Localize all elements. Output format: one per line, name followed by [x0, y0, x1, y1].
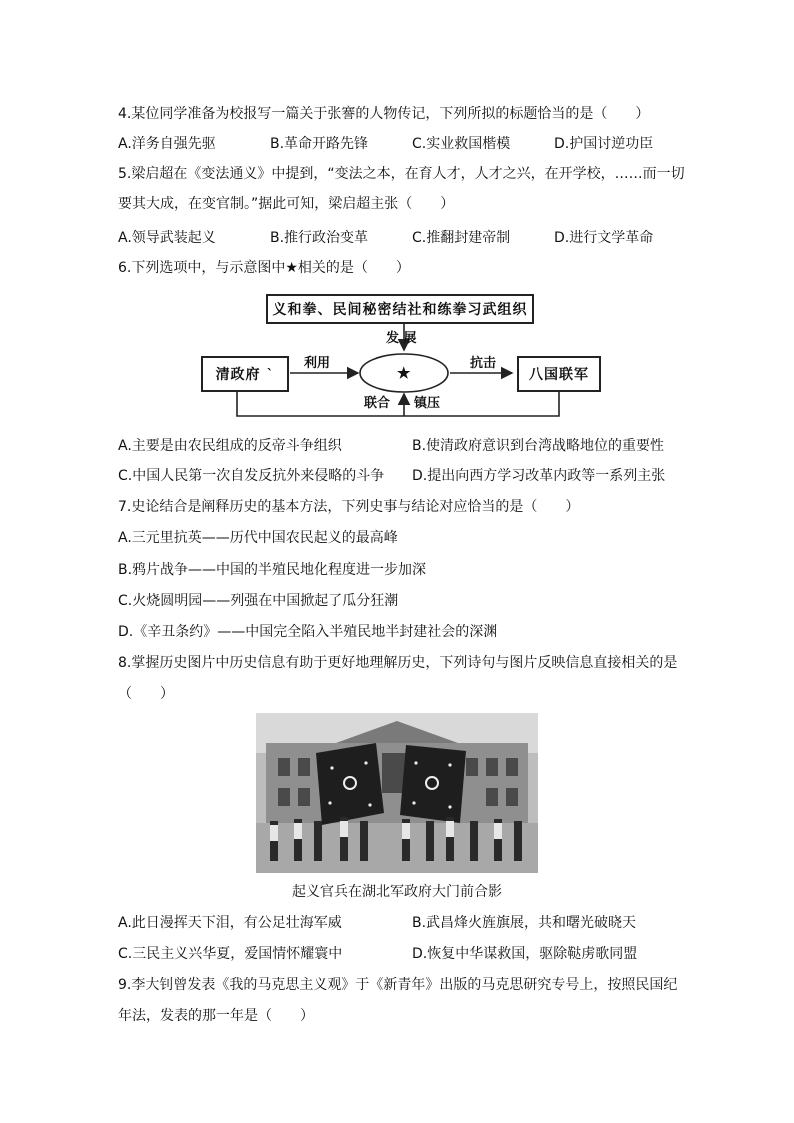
q8-option-b: B.武昌烽火旌旗展，共和曙光破晓天 — [412, 915, 637, 931]
question-8-stem-line1: 8.掌握历史图片中历史信息有助于更好地理解历史，下列诗句与图片反映信息直接相关的是 — [118, 655, 678, 671]
q8-option-c: C.三民主义兴华夏，爱国情怀耀寰中 — [118, 946, 343, 962]
star-icon: ★ — [397, 364, 411, 382]
use-label: 利用 — [304, 356, 331, 371]
q7-option-b: B.鸦片战争——中国的半殖民地化程度进一步加深 — [118, 562, 427, 578]
photo-caption: 起义官兵在湖北军政府大门前合影 — [292, 884, 502, 900]
q5-option-b: B.推行政治变革 — [270, 230, 369, 246]
question-5-stem-line2: 要其大成，在变官制。”据此可知，梁启超主张（ ） — [118, 196, 455, 212]
question-8-stem-line2: （ ） — [118, 686, 174, 702]
question-7-stem: 7.史论结合是阐释历史的基本方法，下列史事与结论对应恰当的是（ ） — [118, 499, 580, 515]
q4-option-c: C.实业救国楷模 — [412, 136, 511, 152]
q6-option-b: B.使清政府意识到台湾战略地位的重要性 — [412, 438, 665, 454]
q6-option-a: A.主要是由农民组成的反帝斗争组织 — [118, 438, 342, 454]
question-5-stem-line1: 5.梁启超在《变法通义》中提到，“变法之本，在育人才，人才之兴，在开学校，……而一切 — [118, 166, 685, 182]
question-6-stem: 6.下列选项中，与示意图中★相关的是（ ） — [118, 260, 410, 276]
q8-option-a: A.此日漫挥天下泪，有公足壮海军威 — [118, 915, 342, 931]
resist-label: 抗击 — [470, 356, 497, 371]
q7-option-a: A.三元里抗英——历代中国农民起义的最高峰 — [118, 530, 398, 546]
right-box: 八国联军 — [517, 356, 601, 392]
q7-option-c: C.火烧圆明园——列强在中国掀起了瓜分狂潮 — [118, 593, 399, 609]
unite-label: 联合 — [364, 396, 391, 411]
q8-option-d: D.恢复中华谋救国，驱除鞑虏歌同盟 — [412, 946, 638, 962]
suppress-label: 镇压 — [414, 396, 441, 411]
q7-option-d: D.《辛丑条约》——中国完全陷入半殖民地半封建社会的深渊 — [118, 624, 498, 640]
question-9-stem-line2: 年法，发表的那一年是（ ） — [118, 1008, 314, 1024]
q5-option-c: C.推翻封建帝制 — [412, 230, 511, 246]
q4-option-b: B.革命开路先锋 — [270, 136, 369, 152]
q5-option-a: A.领导武装起义 — [118, 230, 216, 246]
question-4-stem: 4.某位同学准备为校报写一篇关于张謇的人物传记，下列所拟的标题恰当的是（ ） — [118, 106, 650, 122]
q4-option-a: A.洋务自强先驱 — [118, 136, 216, 152]
top-box: 义和拳、民间秘密结社和练拳习武组织 — [266, 294, 534, 324]
develop-label: 发 展 — [386, 331, 417, 346]
q4-option-d: D.护国讨逆功臣 — [554, 136, 654, 152]
q6-option-d: D.提出向西方学习改革内政等一系列主张 — [412, 468, 666, 484]
q5-option-d: D.进行文学革命 — [554, 230, 654, 246]
unite-connector — [237, 392, 559, 416]
left-box: 清政府 ` — [201, 356, 289, 392]
q6-option-c: C.中国人民第一次自发反抗外来侵略的斗争 — [118, 468, 385, 484]
historic-photo — [256, 713, 538, 873]
photo-drawing — [256, 713, 538, 873]
question-9-stem-line1: 9.李大钊曾发表《我的马克思主义观》于《新青年》出版的马克思研究专号上，按照民国纪 — [118, 977, 678, 993]
